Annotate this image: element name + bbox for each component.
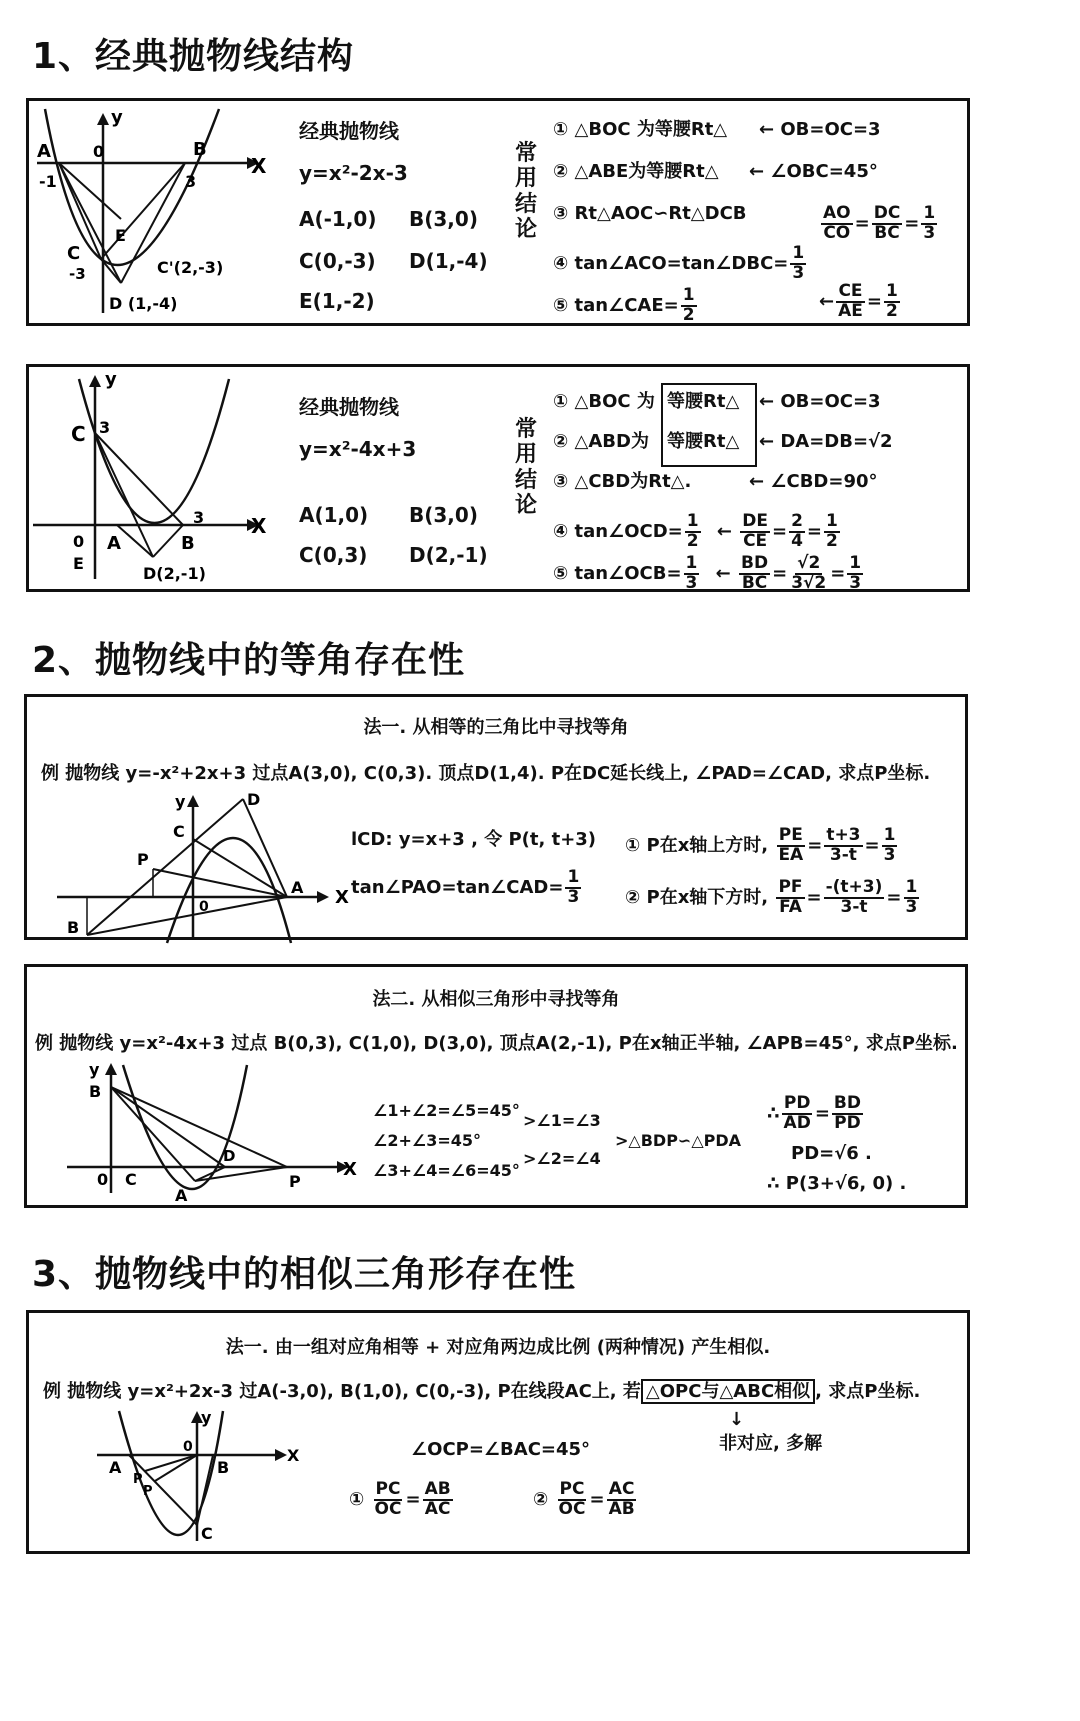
similar-triangles: >△BDP∽△PDA bbox=[615, 1131, 742, 1150]
segment-CD bbox=[95, 433, 153, 557]
conclusion-1-reason: ← OB=OC=3 bbox=[759, 119, 881, 140]
conclusion-1-type: 等腰Rt△ bbox=[667, 391, 740, 412]
line-cd-equation: lCD: y=x+3 , 令 P(t, t+3) bbox=[351, 829, 597, 850]
case-2: ② $\frac{PC}{OC}$ = $\frac{AC}{AB}$ bbox=[533, 1479, 635, 1519]
label-B: B bbox=[67, 918, 80, 937]
label-Cprime: C'(2,-3) bbox=[157, 258, 224, 277]
equation: y=x²-4x+3 bbox=[299, 437, 417, 461]
conclusion-2-type: 等腰Rt△ bbox=[667, 431, 740, 452]
label-E: E bbox=[115, 226, 126, 245]
label-C: C bbox=[67, 243, 81, 264]
point-E: E(1,-2) bbox=[299, 289, 375, 313]
conclusion-4: ④ tan∠OCD= $\frac{1}{2}$ ← $\frac{DE}{CE}$ = $\frac{2}{4}$ = $\frac{1}{2}$ bbox=[553, 511, 838, 551]
segment-BD bbox=[111, 1087, 225, 1167]
pd-value: PD=√6 . bbox=[791, 1143, 872, 1164]
example-text: 例 抛物线 y=x²+2x-3 过A(-3,0), B(1,0), C(0,-3), P在线段AC上, 若 △OPC与△ABC相似 , 求点P坐标. bbox=[43, 1381, 921, 1402]
label-y: y bbox=[175, 792, 186, 811]
label-x: X bbox=[251, 514, 267, 538]
section-title-3: 3、抛物线中的相似三角形存在性 bbox=[32, 1254, 577, 1295]
parabola-graph-4 bbox=[67, 1060, 367, 1209]
point-C: C(0,-3) bbox=[299, 249, 376, 273]
label-c3: 3 bbox=[99, 418, 111, 437]
segment-CB bbox=[197, 1455, 213, 1525]
label-D: D bbox=[223, 1147, 236, 1165]
case-1: ① P在x轴上方时, $\frac{PE}{EA}$ = $\frac{t+3}{3-t}$ = $\frac{1}{3}$ bbox=[625, 825, 896, 865]
label-y: y bbox=[201, 1408, 212, 1427]
conclusion-5: ⑤ tan∠OCB= $\frac{1}{3}$ ← $\frac{BD}{BC}$ = $\frac{√2}{3√2}$ = $\frac{1}{3}$ bbox=[553, 553, 862, 593]
angle-eq-2: ∠2+∠3=45° bbox=[373, 1131, 482, 1150]
box-similar-triangles bbox=[26, 1310, 970, 1554]
segment-AD bbox=[117, 525, 153, 557]
label-C: C bbox=[173, 822, 185, 841]
label-B: B bbox=[217, 1458, 230, 1477]
conclusion-2: ② △ABD为 bbox=[553, 431, 649, 452]
label-P2: P bbox=[143, 1484, 153, 1499]
heading: 经典抛物线 bbox=[299, 119, 399, 143]
segment-DB bbox=[153, 525, 183, 557]
label-x: X bbox=[251, 154, 267, 178]
label-A: A bbox=[37, 141, 51, 162]
example-text: 例 抛物线 y=x²-4x+3 过点 B(0,3), C(1,0), D(3,0), 顶点A(2,-1), P在x轴正半轴, ∠APB=45°, 求点P坐标. bbox=[35, 1033, 958, 1054]
section-title-1: 1、经典抛物线结构 bbox=[32, 36, 355, 77]
label-O: 0 bbox=[183, 1439, 193, 1455]
segment-OP1 bbox=[145, 1455, 197, 1471]
segment-OP2 bbox=[155, 1455, 197, 1481]
label-O: 0 bbox=[73, 532, 85, 551]
conclusion-2: ② △ABE为等腰Rt△ bbox=[553, 161, 719, 182]
conclusion-3: ③ △CBD为Rt△. bbox=[553, 471, 692, 492]
label-O: 0 bbox=[199, 899, 209, 915]
label-x: X bbox=[287, 1446, 300, 1465]
point-C: C(0,3) bbox=[299, 543, 368, 567]
label-E: E bbox=[73, 554, 84, 573]
line-DC-extended bbox=[87, 799, 243, 935]
label-B: B bbox=[89, 1082, 102, 1101]
conclusion-3: ③ Rt△AOC∽Rt△DCB bbox=[553, 203, 747, 224]
heading: 经典抛物线 bbox=[299, 395, 399, 419]
highlight-condition: △OPC与△ABC相似 bbox=[641, 1379, 815, 1404]
label-b3: 3 bbox=[193, 508, 205, 527]
angle-eq-3: ∠3+∠4=∠6=45° bbox=[373, 1161, 520, 1180]
label-C: C bbox=[71, 422, 86, 446]
label-A: A bbox=[291, 878, 304, 897]
tan-equation: tan∠PAO=tan∠CAD= $\frac{1}{3}$ bbox=[351, 867, 580, 907]
angle-equality: ∠OCP=∠BAC=45° bbox=[411, 1439, 591, 1460]
parabola-graph-3 bbox=[47, 790, 349, 943]
label-P: P bbox=[137, 850, 149, 869]
label-O: 0 bbox=[93, 142, 105, 161]
example-text: 例 抛物线 y=-x²+2x+3 过点A(3,0), C(0,3). 顶点D(1,4). P在DC延长线上, ∠PAD=∠CAD, 求点P坐标. bbox=[41, 763, 931, 784]
down-arrow: ↓ bbox=[729, 1409, 745, 1430]
label-D: D bbox=[247, 790, 261, 809]
parabola-graph-1 bbox=[29, 101, 289, 323]
p-coordinate: ∴ P(3+√6, 0) . bbox=[767, 1173, 907, 1194]
label-B: B bbox=[181, 533, 195, 554]
angle-eq-1: ∠1+∠2=∠5=45° bbox=[373, 1101, 520, 1120]
ratio-equation: ∴ $\frac{PD}{AD}$ = $\frac{BD}{PD}$ bbox=[767, 1093, 861, 1133]
label-B: B bbox=[193, 139, 207, 160]
point-D: D(1,-4) bbox=[409, 249, 488, 273]
label-p3: 3 bbox=[185, 172, 197, 191]
box-equal-angle-method-2 bbox=[24, 964, 968, 1208]
side-label: 常用结论 bbox=[514, 141, 537, 242]
label-D: D(2,-1) bbox=[143, 564, 206, 583]
label-P: P bbox=[289, 1172, 301, 1191]
parabola-curve bbox=[79, 379, 229, 523]
case-1: ① $\frac{PC}{OC}$ = $\frac{AB}{AC}$ bbox=[349, 1479, 451, 1519]
parabola-curve bbox=[167, 838, 291, 943]
label-A: A bbox=[175, 1186, 188, 1205]
y-axis-arrow bbox=[97, 113, 109, 125]
box-classic-parabola-2 bbox=[26, 364, 970, 592]
equation: y=x²-2x-3 bbox=[299, 161, 408, 185]
label-m1: -1 bbox=[39, 172, 57, 191]
segment-BP bbox=[111, 1087, 287, 1167]
y-axis-arrow bbox=[105, 1063, 117, 1075]
method-title: 法一. 从相等的三角比中寻找等角 bbox=[363, 717, 629, 738]
label-y: y bbox=[111, 107, 123, 128]
conclusion-2-reason: ← ∠OBC=45° bbox=[749, 161, 878, 182]
conclusion-1-reason: ← OB=OC=3 bbox=[759, 391, 881, 412]
label-y: y bbox=[89, 1060, 100, 1079]
segment-AE bbox=[59, 163, 121, 219]
box-classic-parabola-1 bbox=[26, 98, 970, 326]
point-A: A(1,0) bbox=[299, 503, 369, 527]
box-equal-angle-method-1 bbox=[24, 694, 968, 940]
angle-match-1: >∠1=∠3 bbox=[523, 1111, 601, 1130]
label-C: C bbox=[125, 1170, 137, 1189]
label-x: X bbox=[335, 887, 349, 908]
method-title: 法一. 由一组对应角相等 + 对应角两边成比例 (两种情况) 产生相似. bbox=[225, 1337, 771, 1358]
parabola-graph-5 bbox=[89, 1409, 319, 1557]
x-axis-arrow bbox=[317, 891, 329, 903]
point-A: A(-1,0) bbox=[299, 207, 377, 231]
conclusion-5: ⑤ tan∠CAE= $\frac{1}{2}$ bbox=[553, 285, 695, 325]
method-title: 法二. 从相似三角形中寻找等角 bbox=[372, 989, 620, 1010]
label-A: A bbox=[107, 533, 121, 554]
conclusion-3-fraction: $\frac{AO}{CO}$ = $\frac{DC}{BC}$ = $\frac{1}{3}$ bbox=[823, 203, 936, 243]
segment-CB bbox=[95, 433, 183, 525]
y-axis-arrow bbox=[187, 795, 199, 807]
label-y: y bbox=[105, 369, 117, 390]
conclusion-3-reason: ← ∠CBD=90° bbox=[749, 471, 878, 492]
parabola-graph-2 bbox=[29, 367, 289, 589]
conclusion-4: ④ tan∠ACO=tan∠DBC= $\frac{1}{3}$ bbox=[553, 243, 805, 283]
note-multiple-solutions: 非对应, 多解 bbox=[719, 1433, 823, 1454]
segment-PA-lower bbox=[87, 897, 287, 935]
label-D: D (1,-4) bbox=[109, 294, 178, 313]
label-C: C bbox=[201, 1524, 213, 1543]
conclusion-2-reason: ← DA=DB=√2 bbox=[759, 431, 893, 452]
conclusion-5-reason: ← $\frac{CE}{AE}$ = $\frac{1}{2}$ bbox=[819, 281, 898, 321]
point-B: B(3,0) bbox=[409, 503, 478, 527]
angle-match-2: >∠2=∠4 bbox=[523, 1149, 601, 1168]
label-O: 0 bbox=[97, 1170, 109, 1189]
label-A: A bbox=[109, 1458, 122, 1477]
case-2: ② P在x轴下方时, $\frac{PF}{FA}$ = $\frac{-(t+3)}{3-t}$ = $\frac{1}{3}$ bbox=[625, 877, 918, 917]
label-P1: P bbox=[133, 1472, 143, 1487]
point-B: B(3,0) bbox=[409, 207, 478, 231]
x-axis-arrow bbox=[275, 1449, 287, 1461]
point-D: D(2,-1) bbox=[409, 543, 488, 567]
label-x: X bbox=[343, 1159, 357, 1180]
y-axis-arrow bbox=[89, 375, 101, 387]
side-label: 常用结论 bbox=[514, 417, 537, 518]
conclusion-1: ① △BOC 为等腰Rt△ bbox=[553, 119, 728, 140]
section-title-2: 2、抛物线中的等角存在性 bbox=[32, 640, 466, 681]
label-m3: -3 bbox=[69, 265, 86, 283]
conclusion-1: ① △BOC 为 bbox=[553, 391, 655, 412]
